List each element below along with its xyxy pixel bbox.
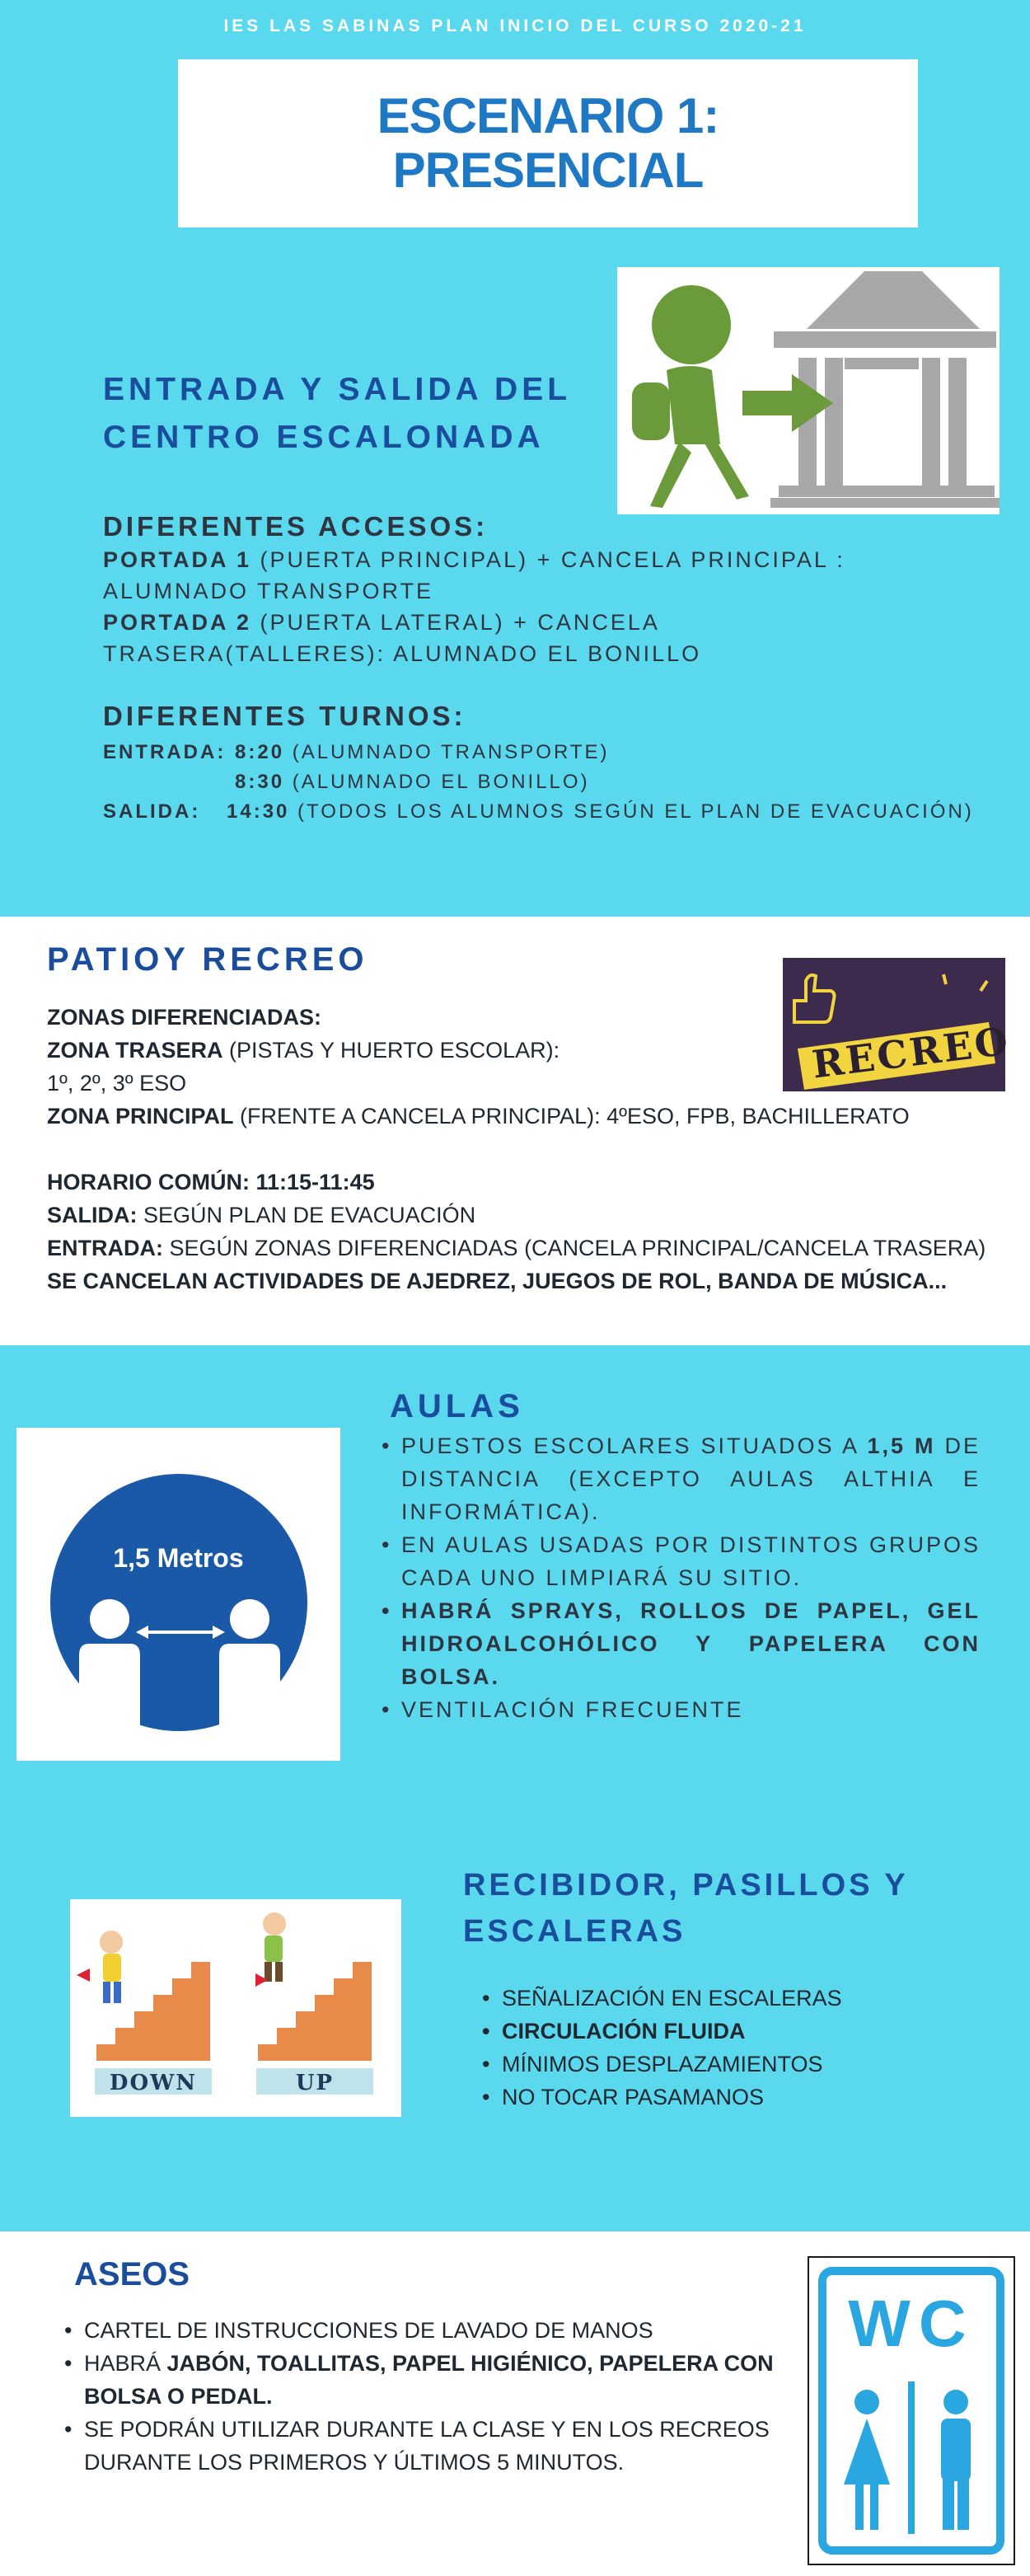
recibidor-item-4: • NO TOCAR PASAMANOS xyxy=(482,2081,993,2114)
time-2: 8:30 xyxy=(235,771,285,793)
aulas-list xyxy=(382,1429,981,1726)
aulas-item-2: • EN AULAS USADAS POR DISTINTOS GRUPOS CADA UNO LIMPIARÁ SU SITIO. xyxy=(382,1528,981,1594)
zona-principal-text: (FRENTE A CANCELA PRINCIPAL): 4ºESO, FPB, BACHILLERATO xyxy=(233,1104,910,1128)
recibidor-item-1: • SEÑALIZACIÓN EN ESCALERAS xyxy=(482,1982,993,2015)
patio-text xyxy=(47,1001,1003,1297)
turno-salida xyxy=(103,797,1009,827)
time-1-text: (ALUMNADO TRANSPORTE) xyxy=(284,741,610,763)
aseos-item-2-pre: HABRÁ xyxy=(84,2351,167,2376)
time-1: 8:20 xyxy=(235,741,285,763)
title-box xyxy=(178,59,918,228)
entrada-heading-line1: ENTRADA Y SALIDA DEL xyxy=(103,372,572,407)
aseos-item-3: • SE PODRÁN UTILIZAR DURANTE LA CLASE Y EN LOS RECREOS DURANTE LOS PRIMEROS Y ÚLTIMOS 5 MINUTOS. xyxy=(64,2413,789,2479)
wc-label: WC xyxy=(848,2287,975,2360)
entrada-label: ENTRADA: xyxy=(103,741,227,763)
aulas-heading: AULAS xyxy=(390,1388,524,1424)
zona-principal-label: ZONA PRINCIPAL xyxy=(47,1104,234,1128)
salida-line xyxy=(47,1199,1003,1232)
recreo-badge-label: RECREO xyxy=(809,1018,1013,1087)
distance-illustration xyxy=(16,1428,340,1761)
aseos-section xyxy=(0,2231,1030,2576)
patio-section xyxy=(0,917,1030,1345)
aulas-item-1-bold: 1,5 M xyxy=(867,1433,936,1458)
cancel-line: SE CANCELAN ACTIVIDADES DE AJEDREZ, JUEGOS DE ROL, BANDA DE MÚSICA... xyxy=(47,1269,948,1293)
aseos-item-2 xyxy=(64,2347,789,2413)
salida-label: SALIDA: xyxy=(103,800,201,823)
social-distance-icon xyxy=(16,1428,340,1761)
aseos-item-2-bold: JABÓN, TOALLITAS, PAPEL HIGIÉNICO, PAPELERA CON BOLSA O PEDAL. xyxy=(84,2351,774,2409)
portada1-label: PORTADA 1 xyxy=(103,547,252,572)
aulas-section xyxy=(0,1345,1030,2231)
turnos-heading: DIFERENTES TURNOS: xyxy=(103,701,466,731)
page-title-line2: PRESENCIAL xyxy=(392,143,704,198)
patio-salida-label: SALIDA: xyxy=(47,1203,138,1227)
entrada-heading-line2: CENTRO ESCALONADA xyxy=(103,420,545,455)
zona-trasera-line xyxy=(47,1034,1003,1067)
zona-trasera-courses: 1º, 2º, 3º ESO xyxy=(47,1071,187,1096)
aseos-item-1: • CARTEL DE INSTRUCCIONES DE LAVADO DE MANOS xyxy=(64,2314,789,2347)
up-label: UP xyxy=(295,2071,335,2095)
entrada-section xyxy=(0,0,1030,917)
aulas-item-4: • VENTILACIÓN FRECUENTE xyxy=(382,1693,981,1726)
portada2-label: PORTADA 2 xyxy=(103,610,252,635)
distance-label: 1,5 Metros xyxy=(113,1543,244,1573)
recibidor-item-2: • CIRCULACIÓN FLUIDA xyxy=(482,2015,993,2048)
recibidor-heading-line2: ESCALERAS xyxy=(463,1914,686,1949)
time-3-text: (TODOS LOS ALUMNOS SEGÚN EL PLAN DE EVACUACIÓN) xyxy=(289,800,974,823)
entrada-heading xyxy=(103,366,571,462)
time-3: 14:30 xyxy=(227,800,290,823)
patio-entrada-text: SEGÚN ZONAS DIFERENCIADAS (CANCELA PRINCIPAL/CANCELA TRASERA) xyxy=(163,1236,986,1260)
aulas-item-1-pre: PUESTOS ESCOLARES SITUADOS A xyxy=(401,1433,868,1458)
turnos-list xyxy=(103,738,1009,827)
wc-sign xyxy=(808,2256,1015,2565)
turno-entrada-2 xyxy=(103,767,1009,797)
horario-comun: HORARIO COMÚN: 11:15-11:45 xyxy=(47,1170,375,1194)
patio-entrada-label: ENTRADA: xyxy=(47,1236,163,1260)
student-school-illustration xyxy=(617,267,1000,514)
aseos-list xyxy=(64,2314,789,2479)
time-2-text: (ALUMNADO EL BONILLO) xyxy=(284,771,590,793)
aulas-item-1-post: DE DISTANCIA (EXCEPTO AULAS ALTHIA E INFORMÁTICA). xyxy=(401,1433,981,1524)
student-entering-icon xyxy=(617,267,1000,514)
page-title-line1: ESCENARIO 1: xyxy=(377,88,719,143)
patio-salida-text: SEGÚN PLAN DE EVACUACIÓN xyxy=(137,1203,476,1227)
patio-heading: PATIOY RECREO xyxy=(47,941,368,978)
recibidor-item-3: • MÍNIMOS DESPLAZAMIENTOS xyxy=(482,2048,993,2081)
portada1-line xyxy=(103,544,927,607)
stairs-illustration xyxy=(70,1899,401,2117)
recibidor-list xyxy=(482,1982,993,2114)
recibidor-heading-line1: RECIBIDOR, PASILLOS Y xyxy=(463,1868,909,1903)
down-label: DOWN xyxy=(109,2071,198,2095)
turno-entrada-1 xyxy=(103,738,1009,767)
accesos-list xyxy=(103,544,927,669)
page-subtitle: IES LAS SABINAS PLAN INICIO DEL CURSO 2020-21 xyxy=(223,16,807,35)
zonas-label: ZONAS DIFERENCIADAS: xyxy=(47,1005,322,1030)
zona-trasera-label: ZONA TRASERA xyxy=(47,1038,223,1063)
zona-principal-line xyxy=(47,1100,1003,1133)
recibidor-heading xyxy=(463,1862,909,1954)
portada1-text: (PUERTA PRINCIPAL) + CANCELA PRINCIPAL : ALUMNADO TRANSPORTE xyxy=(103,547,845,603)
accesos-heading: DIFERENTES ACCESOS: xyxy=(103,511,489,542)
entrada-line xyxy=(47,1232,1003,1265)
aulas-item-1 xyxy=(382,1429,981,1528)
portada2-line xyxy=(103,607,927,669)
aseos-heading: ASEOS xyxy=(74,2256,190,2292)
aulas-item-3: • HABRÁ SPRAYS, ROLLOS DE PAPEL, GEL HIDROALCOHÓLICO Y PAPELERA CON BOLSA. xyxy=(382,1594,981,1693)
portada2-text: (PUERTA LATERAL) + CANCELA TRASERA(TALLERES): ALUMNADO EL BONILLO xyxy=(103,610,702,666)
zona-trasera-text: (PISTAS Y HUERTO ESCOLAR): xyxy=(222,1038,560,1063)
